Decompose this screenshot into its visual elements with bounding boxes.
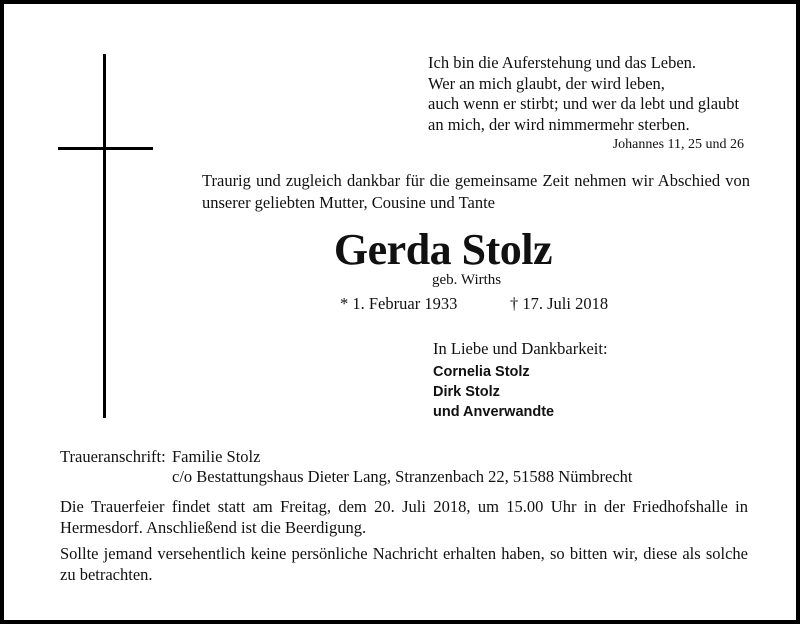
bible-verse [428,53,739,135]
birth-date: * 1. Februar 1933 [340,294,458,313]
mourner-name: Cornelia Stolz [433,364,530,380]
verse-line: Ich bin die Auferstehung und das Leben. [428,53,697,72]
address-line: Familie Stolz [172,447,261,466]
notice-line: Sollte jemand versehentlich keine persönliche Nachricht erhalten haben, so bitten wir, diese als solche [60,544,748,563]
mourner-name: und Anverwandte [433,404,555,420]
address-line: c/o Bestattungshaus Dieter Lang, Stranzenbach 22, 51588 Nümbrecht [172,467,633,486]
notice-text [60,543,748,585]
death-date: † 17. Juli 2018 [510,294,609,313]
maiden-name: geb. Wirths [432,272,502,288]
deceased-name: Gerda Stolz [333,225,553,274]
address-label: Traueranschrift: [60,447,166,466]
mourners-list [433,362,554,422]
intro-line: unserer geliebten Mutter, Cousine und Tante [202,193,495,212]
cross-icon-horizontal [58,147,153,150]
intro-line: Traurig und zugleich dankbar für die gemeinsame Zeit nehmen wir Abschied von [202,171,750,190]
verse-line: auch wenn er stirbt; und wer da lebt und glaubt [428,94,740,113]
mourning-address [172,447,633,487]
verse-reference: Johannes 11, 25 und 26 [612,137,744,152]
notice-line: zu betrachten. [60,565,153,584]
funeral-line: Die Trauerfeier findet statt am Freitag, dem 20. Juli 2018, um 15.00 Uhr in der Friedhofshalle in [60,497,748,516]
verse-line: Wer an mich glaubt, der wird leben, [428,73,665,93]
intro-text [202,170,750,214]
funeral-line: Hermesdorf. Anschließend ist die Beerdigung. [60,518,367,537]
funeral-info [60,496,748,538]
verse-line: an mich, der wird nimmermehr sterben. [428,114,690,134]
mourners-intro: In Liebe und Dankbarkeit: [433,339,608,358]
mourner-name: Dirk Stolz [433,384,500,400]
